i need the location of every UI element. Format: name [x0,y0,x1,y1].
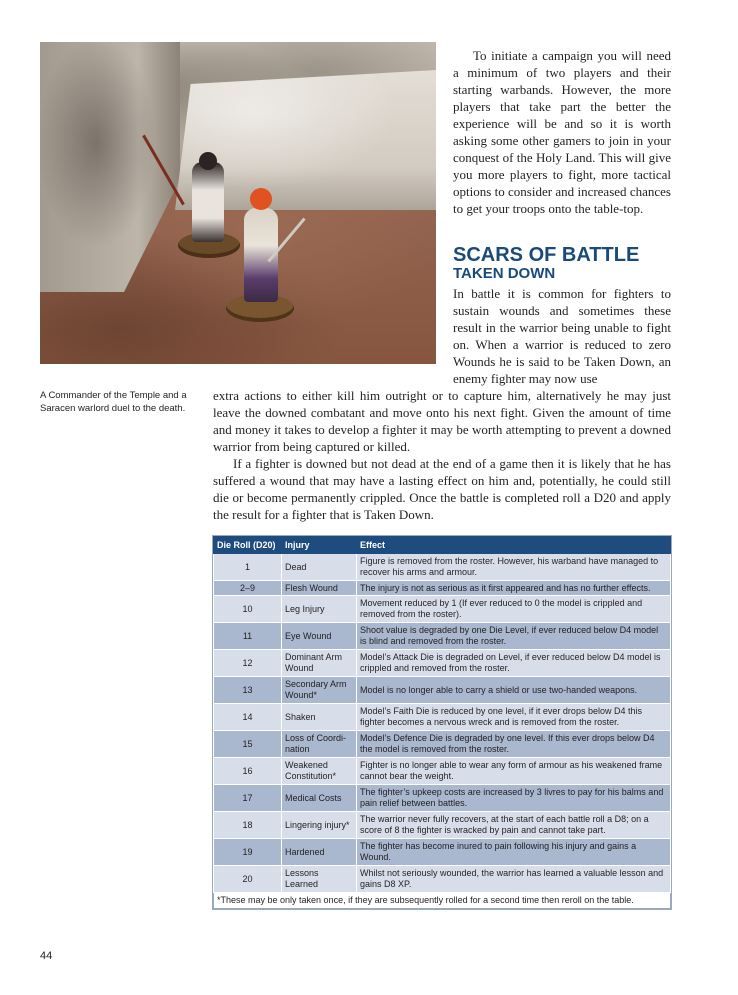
cell-injury: Lessons Learned [282,866,357,893]
page-number: 44 [40,950,53,962]
cell-roll: 12 [214,650,282,677]
cell-injury: Dominant Arm Wound [282,650,357,677]
header-injury: Injury [282,537,357,554]
cell-roll: 16 [214,758,282,785]
cell-effect: Figure is removed from the roster. However, his warband have managed to recover his arms and armour. [357,554,671,581]
cell-roll: 2–9 [214,581,282,596]
cell-roll: 17 [214,785,282,812]
cell-roll: 18 [214,812,282,839]
cell-effect: Movement reduced by 1 (If ever reduced to 0 the model is crippled and removed from the roster). [357,596,671,623]
section-subheading: TAKEN DOWN [453,265,556,282]
cell-injury: Flesh Wound [282,581,357,596]
cell-roll: 1 [214,554,282,581]
cell-effect: The fighter has become inured to pain following his injury and gains a Wound. [357,839,671,866]
table-row [214,839,671,866]
table-row [214,731,671,758]
cell-effect: Model’s Faith Die is reduced by one level, if it ever drops below D4 this fighter becomes a nervous wreck and is removed from the roster. [357,704,671,731]
table-row [214,650,671,677]
table-row [214,785,671,812]
cell-injury: Eye Wound [282,623,357,650]
cell-roll: 15 [214,731,282,758]
cell-roll: 13 [214,677,282,704]
cell-effect: Model is no longer able to carry a shield or use two-handed weapons. [357,677,671,704]
cell-roll: 11 [214,623,282,650]
table-row [214,554,671,581]
table-row [214,677,671,704]
injury-table-header-row [214,537,671,554]
cell-effect: The injury is not as serious as it first appeared and has no further effects. [357,581,671,596]
photo-templar-helmet [199,152,217,170]
cell-injury: Secondary Arm Wound* [282,677,357,704]
table-row [214,704,671,731]
table-row [214,623,671,650]
table-footnote-row [214,893,671,909]
injury-table [213,536,671,909]
table-row [214,758,671,785]
cell-injury: Lingering injury* [282,812,357,839]
taken-down-paragraph-1b: extra actions to either kill him outright or to capture him, alternatively he may just leave the downed combatant and move onto his next fight. Given the amount of time and money it takes to develop a fighter it may be worth attempting to prevent a downed warrior from being captured or killed. [213,388,671,454]
cell-effect: Shoot value is degraded by one Die Level, if ever reduced below D4 model is blind and removed from the roster. [357,623,671,650]
cell-injury: Medical Costs [282,785,357,812]
photo-saracen-turban [250,188,272,210]
table-row [214,596,671,623]
cell-effect: Whilst not seriously wounded, the warrior has learned a valuable lesson and gains D8 XP. [357,866,671,893]
table-footnote: *These may be only taken once, if they are subsequently rolled for a second time then reroll on the table. [214,893,671,909]
cell-roll: 14 [214,704,282,731]
cell-effect: The warrior never fully recovers, at the start of each battle roll a D8; on a score of 8 the fighter is wracked by pain and cannot take part. [357,812,671,839]
cell-injury: Weakened Constitution* [282,758,357,785]
miniatures-photo [40,42,436,364]
table-row [214,581,671,596]
cell-effect: Model’s Attack Die is degraded on Level, if ever reduced below D4 model is crippled and removed from the roster. [357,650,671,677]
section-heading: SCARS OF BATTLE [453,244,640,266]
cell-effect: Fighter is no longer able to wear any form of armour as his weakened frame cannot bear the weight. [357,758,671,785]
cell-effect: Model’s Defence Die is degraded by one level. If this ever drops below D4 the model is removed from the roster. [357,731,671,758]
cell-roll: 10 [214,596,282,623]
cell-injury: Hardened [282,839,357,866]
cell-injury: Leg Injury [282,596,357,623]
cell-roll: 20 [214,866,282,893]
intro-paragraph: To initiate a campaign you will need a minimum of two players and their starting warbands. However, the more players that take part the better the experience will be and so it is worth asking some other gamers to join in your conquest of the Holy Land. This will give you more players to fight, more tactical options to consider and increased chances to get your troops onto the table-top. [453,48,671,216]
photo-caption: A Commander of the Temple and a Saracen warlord duel to the death. [40,390,187,414]
photo-templar-figure [192,162,224,242]
cell-injury: Dead [282,554,357,581]
cell-roll: 19 [214,839,282,866]
taken-down-paragraph-1a: In battle it is common for fighters to sustain wounds and sometimes these result in the warrior being unable to fight on. When a warrior is reduced to zero Wounds he is said to be Taken Down, an enemy fighter may now use [453,286,671,386]
header-die-roll: Die Roll (D20) [214,537,282,554]
cell-effect: The fighter’s upkeep costs are increased by 3 livres to pay for his balms and pain relief between battles. [357,785,671,812]
cell-injury: Loss of Coordi-nation [282,731,357,758]
table-row [214,812,671,839]
header-effect: Effect [357,537,671,554]
cell-injury: Shaken [282,704,357,731]
taken-down-paragraph-2: If a fighter is downed but not dead at the end of a game then it is likely that he has suffered a wound that may have a lasting effect on him and, potentially, he could still die or become permanently crippled. Once the battle is completed roll a D20 and apply the result for a fighter that is Taken Down. [213,456,671,522]
table-row [214,866,671,893]
